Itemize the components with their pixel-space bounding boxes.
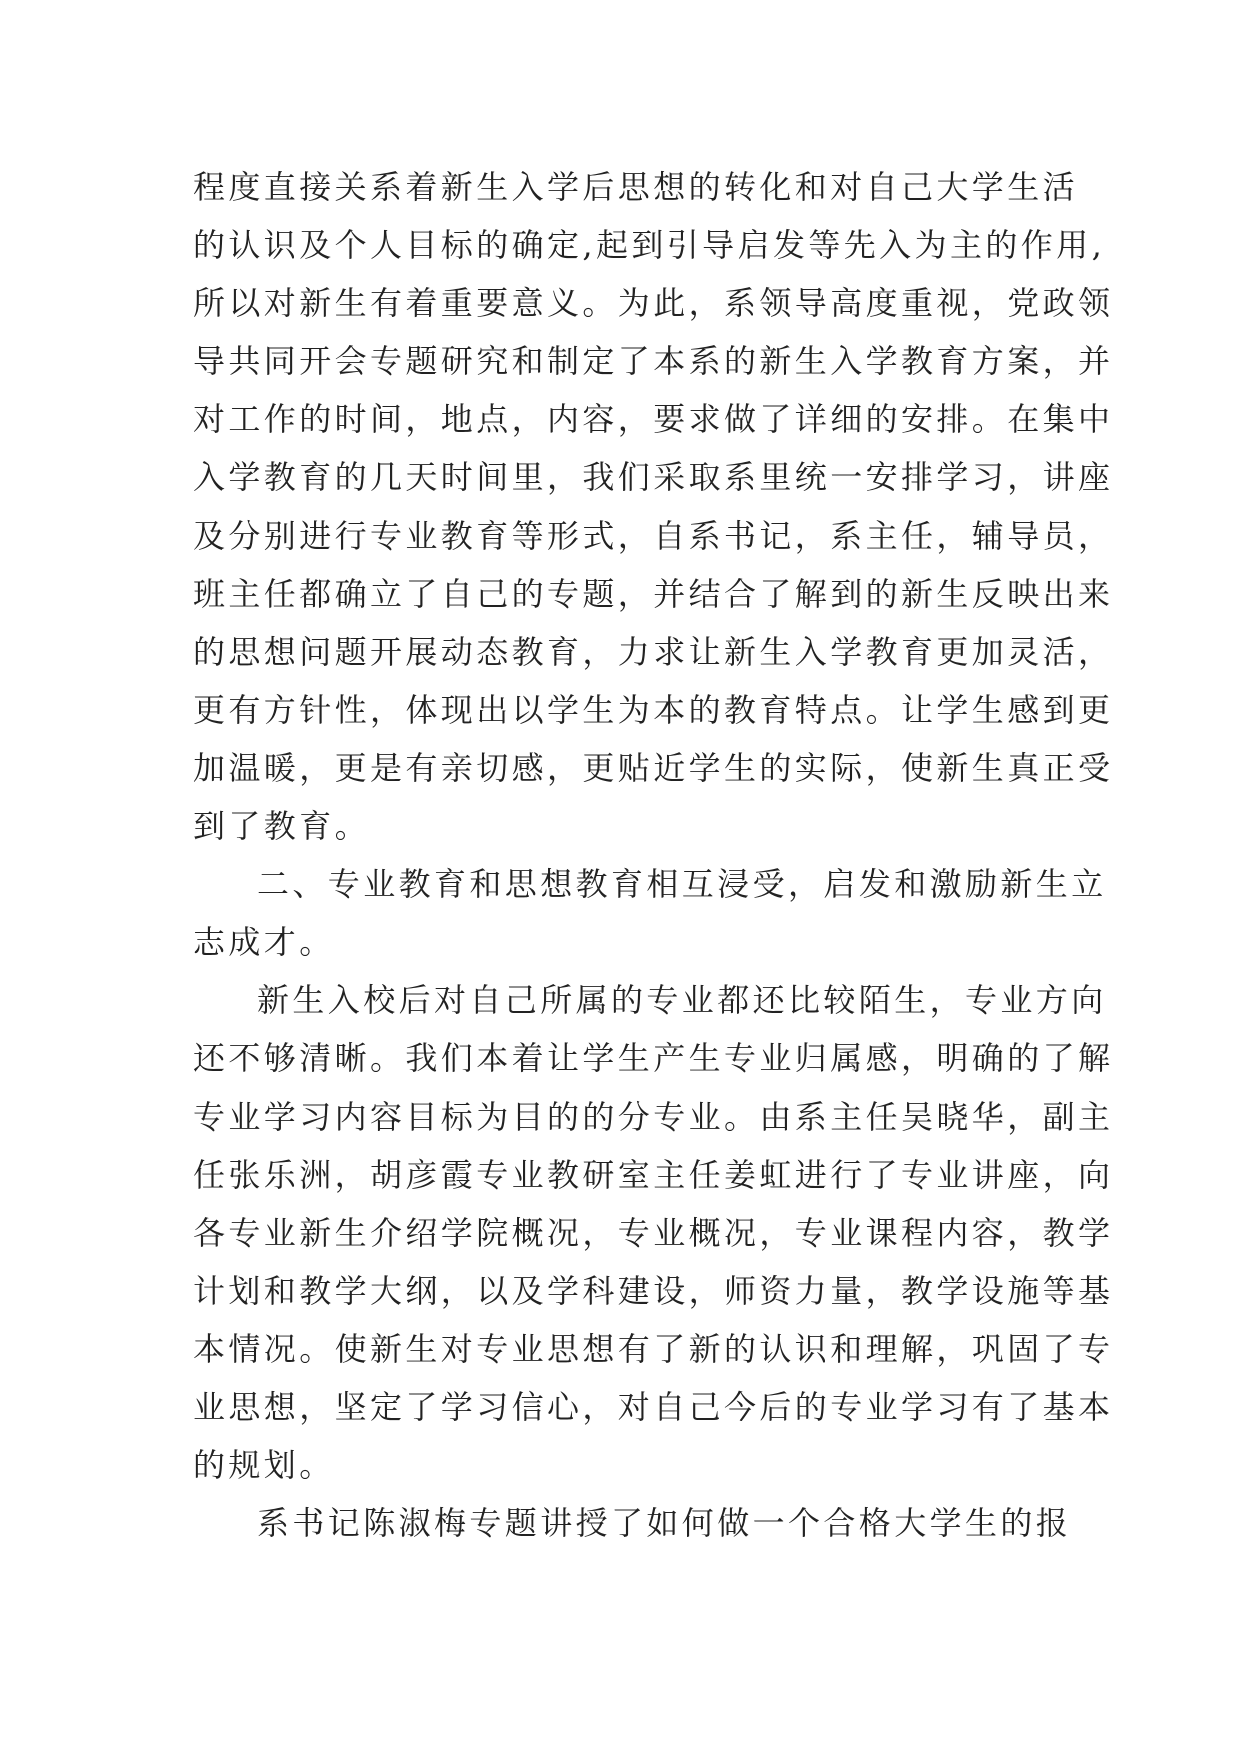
text-line: 各专业新生介绍学院概况，专业概况，专业课程内容，教学 xyxy=(193,1213,1114,1252)
text-line: 任张乐洲，胡彦霞专业教研室主任姜虹进行了专业讲座，向 xyxy=(193,1155,1114,1194)
text-line: 所以对新生有着重要意义。为此，系领导高度重视，党政领 xyxy=(193,284,1114,323)
text-line: 计划和教学大纲，以及学科建设，师资力量，教学设施等基 xyxy=(193,1271,1114,1310)
text-line: 更有方针性，体现出以学生为本的教育特点。让学生感到更 xyxy=(193,690,1114,729)
paragraph-start-line: 系书记陈淑梅专题讲授了如何做一个合格大学生的报 xyxy=(257,1504,1072,1543)
text-line: 的思想问题开展动态教育，力求让新生入学教育更加灵活， xyxy=(193,632,1114,671)
text-line: 导共同开会专题研究和制定了本系的新生入学教育方案，并 xyxy=(193,342,1114,381)
text-line: 及分别进行专业教育等形式，自系书记，系主任，辅导员， xyxy=(193,516,1114,555)
text-line: 专业学习内容目标为目的的分专业。由系主任吴晓华，副主 xyxy=(193,1097,1114,1136)
paragraph-start-line: 新生入校后对自己所属的专业都还比较陌生，专业方向 xyxy=(257,981,1107,1020)
section-heading-line: 志成才。 xyxy=(193,923,335,962)
text-line: 的规划。 xyxy=(193,1446,335,1485)
text-line: 班主任都确立了自己的专题，并结合了解到的新生反映出来 xyxy=(193,574,1114,613)
text-line: 对工作的时间，地点，内容，要求做了详细的安排。在集中 xyxy=(193,400,1114,439)
text-line: 程度直接关系着新生入学后思想的转化和对自己大学生活 xyxy=(193,168,1079,206)
section-heading-line: 二、专业教育和思想教育相互浸受，启发和激励新生立 xyxy=(257,865,1107,904)
text-line: 还不够清晰。我们本着让学生产生专业归属感，明确的了解 xyxy=(193,1039,1114,1078)
text-line: 的认识及个人目标的确定,起到引导启发等先入为主的作用, xyxy=(193,226,1106,265)
text-line: 入学教育的几天时间里，我们采取系里统一安排学习，讲座 xyxy=(193,458,1114,497)
text-line: 业思想，坚定了学习信心，对自己今后的专业学习有了基本 xyxy=(193,1387,1114,1426)
text-line: 加温暖，更是有亲切感，更贴近学生的实际，使新生真正受 xyxy=(193,748,1114,787)
document-body xyxy=(193,158,1113,1552)
text-line: 本情况。使新生对专业思想有了新的认识和理解，巩固了专 xyxy=(193,1329,1114,1368)
text-line: 到了教育。 xyxy=(193,807,371,846)
